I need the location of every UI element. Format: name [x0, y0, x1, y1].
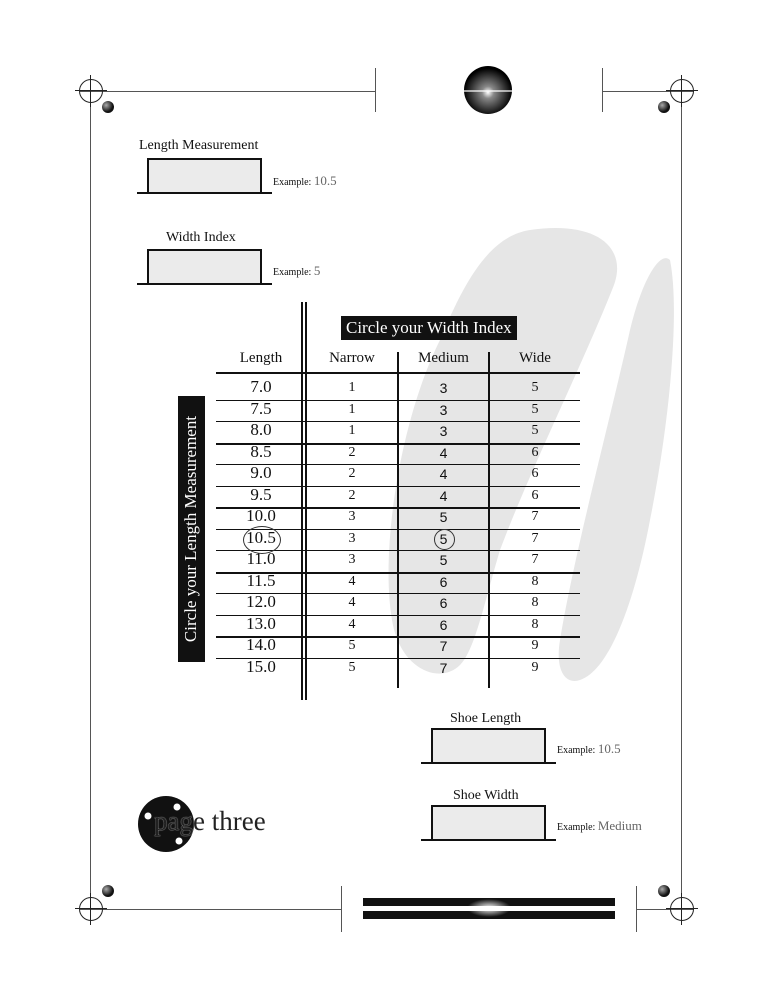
example-prefix: Example:	[557, 822, 596, 833]
cell-wide[interactable]: 9	[531, 638, 539, 653]
cell-length[interactable]: 11.0	[246, 549, 276, 568]
cell-medium[interactable]: 5	[439, 530, 448, 547]
registration-mark-icon	[670, 79, 694, 103]
cell-medium[interactable]: 3	[439, 401, 448, 418]
cell-wide[interactable]: 7	[531, 509, 539, 524]
cell-medium[interactable]: 6	[439, 616, 448, 633]
frame-right-line	[681, 80, 682, 922]
example-value: Medium	[597, 818, 642, 833]
example-prefix: Example:	[273, 267, 312, 278]
frame-bottom-tick-right	[636, 886, 637, 932]
cell-length[interactable]: 8.5	[250, 441, 272, 461]
cell-medium[interactable]: 3	[439, 380, 448, 396]
cell-length[interactable]: 9.0	[250, 463, 272, 482]
field-baseline	[421, 762, 556, 764]
cell-medium[interactable]: 5	[439, 509, 448, 525]
globe-icon	[462, 64, 514, 116]
cell-wide[interactable]: 6	[531, 487, 539, 503]
length-measurement-label: Length Measurement	[139, 138, 259, 153]
length-banner-text: Circle your Length Measurement	[181, 415, 200, 643]
cell-length[interactable]: 10.5	[246, 527, 276, 547]
decorative-bars	[363, 896, 615, 922]
cell-medium[interactable]: 7	[439, 638, 448, 654]
cell-wide[interactable]: 5	[531, 423, 539, 438]
cell-wide[interactable]: 7	[531, 552, 539, 567]
cell-narrow[interactable]: 4	[348, 595, 356, 610]
frame-top-line-left	[80, 91, 376, 92]
cell-narrow[interactable]: 3	[348, 530, 356, 546]
example-value: 10.5	[313, 173, 337, 188]
cell-length[interactable]: 12.0	[246, 592, 276, 611]
cell-medium[interactable]: 6	[439, 573, 448, 590]
cell-narrow[interactable]: 5	[348, 638, 356, 653]
cell-narrow[interactable]: 2	[348, 487, 356, 503]
cell-length[interactable]: 11.5	[246, 570, 276, 590]
cell-medium[interactable]: 4	[439, 444, 448, 461]
circled-index-mark	[434, 529, 455, 550]
example-prefix: Example:	[557, 745, 596, 756]
table-header-rule	[216, 372, 580, 374]
cell-wide[interactable]: 8	[531, 573, 539, 589]
example-value: 5	[313, 263, 321, 278]
corner-dot-icon	[658, 101, 670, 113]
cell-medium[interactable]: 6	[439, 595, 448, 611]
cell-length[interactable]: 8.0	[250, 420, 272, 439]
cell-narrow[interactable]: 1	[348, 380, 356, 395]
shoe-width-field[interactable]	[431, 805, 546, 839]
cell-medium[interactable]: 4	[439, 487, 448, 504]
circled-length-mark	[243, 526, 281, 554]
frame-top-tick-left	[375, 68, 376, 112]
cell-length[interactable]: 14.0	[246, 635, 276, 654]
cell-medium[interactable]: 5	[439, 552, 448, 568]
cell-wide[interactable]: 6	[531, 444, 539, 460]
shoe-width-label: Shoe Width	[453, 788, 519, 803]
cell-length[interactable]: 13.0	[246, 613, 276, 633]
column-header-length: Length	[239, 350, 283, 366]
shoe-length-field[interactable]	[431, 728, 546, 762]
cell-narrow[interactable]: 2	[348, 466, 356, 481]
cell-narrow[interactable]: 1	[348, 401, 356, 417]
shoe-width-example	[557, 818, 642, 834]
frame-bottom-tick-left	[341, 886, 342, 932]
shoe-length-example	[557, 741, 621, 757]
field-baseline	[137, 283, 272, 285]
width-index-field[interactable]	[147, 249, 262, 283]
length-measurement-banner	[178, 396, 205, 662]
cell-wide[interactable]: 5	[531, 380, 539, 395]
field-baseline	[137, 192, 272, 194]
length-measurement-field[interactable]	[147, 158, 262, 192]
width-index-banner: Circle your Width Index	[341, 316, 517, 340]
column-header-wide: Wide	[519, 350, 551, 366]
frame-top-tick-right	[602, 68, 603, 112]
registration-mark-icon	[670, 897, 694, 921]
cell-length[interactable]: 7.0	[250, 377, 272, 396]
cell-medium[interactable]: 7	[439, 659, 448, 676]
cell-wide[interactable]: 8	[531, 595, 539, 610]
cell-narrow[interactable]: 3	[348, 552, 356, 567]
corner-dot-icon	[102, 885, 114, 897]
registration-mark-icon	[79, 897, 103, 921]
page-label: page three	[154, 806, 266, 836]
frame-left-line	[90, 80, 91, 922]
column-header-narrow: Narrow	[329, 350, 375, 366]
example-value: 10.5	[597, 741, 621, 756]
field-baseline	[421, 839, 556, 841]
width-index-example	[273, 263, 320, 279]
cell-length[interactable]: 15.0	[246, 656, 276, 676]
cell-wide[interactable]: 7	[531, 530, 539, 546]
cell-narrow[interactable]: 5	[348, 659, 356, 675]
cell-medium[interactable]: 4	[439, 466, 448, 482]
frame-bottom-line-left	[80, 909, 342, 910]
column-header-medium: Medium	[418, 350, 469, 366]
cell-length[interactable]: 10.0	[246, 506, 276, 525]
cell-narrow[interactable]: 4	[348, 573, 356, 589]
corner-dot-icon	[658, 885, 670, 897]
length-measurement-example	[273, 173, 337, 189]
corner-dot-icon	[102, 101, 114, 113]
cell-narrow[interactable]: 1	[348, 423, 356, 438]
cell-wide[interactable]: 9	[531, 659, 539, 675]
cell-length[interactable]: 9.5	[250, 484, 272, 504]
cell-length[interactable]: 7.5	[250, 398, 272, 418]
cell-wide[interactable]: 8	[531, 616, 539, 632]
cell-narrow[interactable]: 4	[348, 616, 356, 632]
registration-mark-icon	[79, 79, 103, 103]
cell-medium[interactable]: 3	[439, 423, 448, 439]
example-prefix: Example:	[273, 177, 312, 188]
width-index-label: Width Index	[166, 230, 236, 245]
cell-wide[interactable]: 5	[531, 401, 539, 417]
shoe-length-label: Shoe Length	[450, 711, 522, 726]
cell-wide[interactable]: 6	[531, 466, 539, 481]
cell-narrow[interactable]: 2	[348, 444, 356, 460]
cell-narrow[interactable]: 3	[348, 509, 356, 524]
